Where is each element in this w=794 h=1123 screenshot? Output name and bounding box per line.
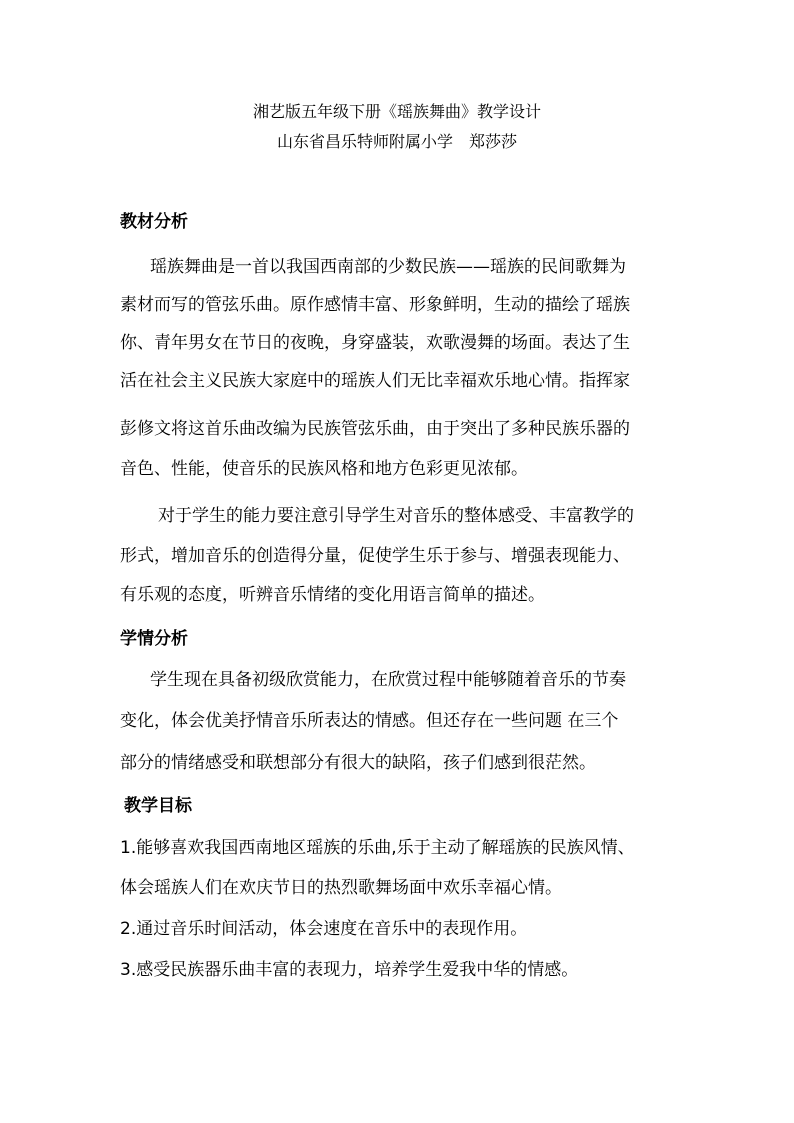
paragraph-line: 活在社会主义民族大家庭中的瑶族人们无比幸福欢乐地心情。指挥家 xyxy=(120,371,630,391)
paragraph-line: 1.能够喜欢我国西南地区瑶族的乐曲,乐于主动了解瑶族的民族风情、 xyxy=(120,838,635,858)
author-line: 山东省昌乐特师附属小学 郑莎莎 xyxy=(276,132,517,151)
paragraph-line: 有乐观的态度，听辨音乐情绪的变化用语言简单的描述。 xyxy=(120,585,545,605)
paragraph-line: 彭修文将这首乐曲改编为民族管弦乐曲，由于突出了多种民族乐器的 xyxy=(120,419,630,439)
paragraph-line: 变化，体会优美抒情音乐所表达的情感。但还存在一些问题 在三个 xyxy=(120,711,619,731)
paragraph-line: 3.感受民族器乐曲丰富的表现力，培养学生爱我中华的情感。 xyxy=(120,960,579,980)
section-heading: 教材分析 xyxy=(120,212,188,232)
paragraph-line: 学生现在具备初级欣赏能力，在欣赏过程中能够随着音乐的节奏 xyxy=(150,670,626,690)
paragraph-line: 瑶族舞曲是一首以我国西南部的少数民族——瑶族的民间歌舞为 xyxy=(150,257,626,277)
paragraph-line: 形式，增加音乐的创造得分量，促使学生乐于参与、增强表现能力、 xyxy=(120,546,630,566)
section-heading: 学情分析 xyxy=(120,629,188,649)
section-heading: 教学目标 xyxy=(124,796,192,816)
paragraph-line: 部分的情绪感受和联想部分有很大的缺陷，孩子们感到很茫然。 xyxy=(120,753,596,773)
paragraph-line: 音色、性能，使音乐的民族风格和地方色彩更见浓郁。 xyxy=(120,459,528,479)
paragraph-line: 体会瑶族人们在欢庆节日的热烈歌舞场面中欢乐幸福心情。 xyxy=(120,878,562,898)
paragraph-line: 2.通过音乐时间活动，体会速度在音乐中的表现作用。 xyxy=(120,919,528,939)
paragraph-line: 对于学生的能力要注意引导学生对音乐的整体感受、丰富教学的 xyxy=(158,506,634,526)
document-title: 湘艺版五年级下册《瑶族舞曲》教学设计 xyxy=(252,102,541,121)
paragraph-line: 你、青年男女在节日的夜晚，身穿盛装，欢歌漫舞的场面。表达了生 xyxy=(120,333,630,353)
paragraph-line: 素材而写的管弦乐曲。原作感情丰富、形象鲜明，生动的描绘了瑶族 xyxy=(120,295,630,315)
